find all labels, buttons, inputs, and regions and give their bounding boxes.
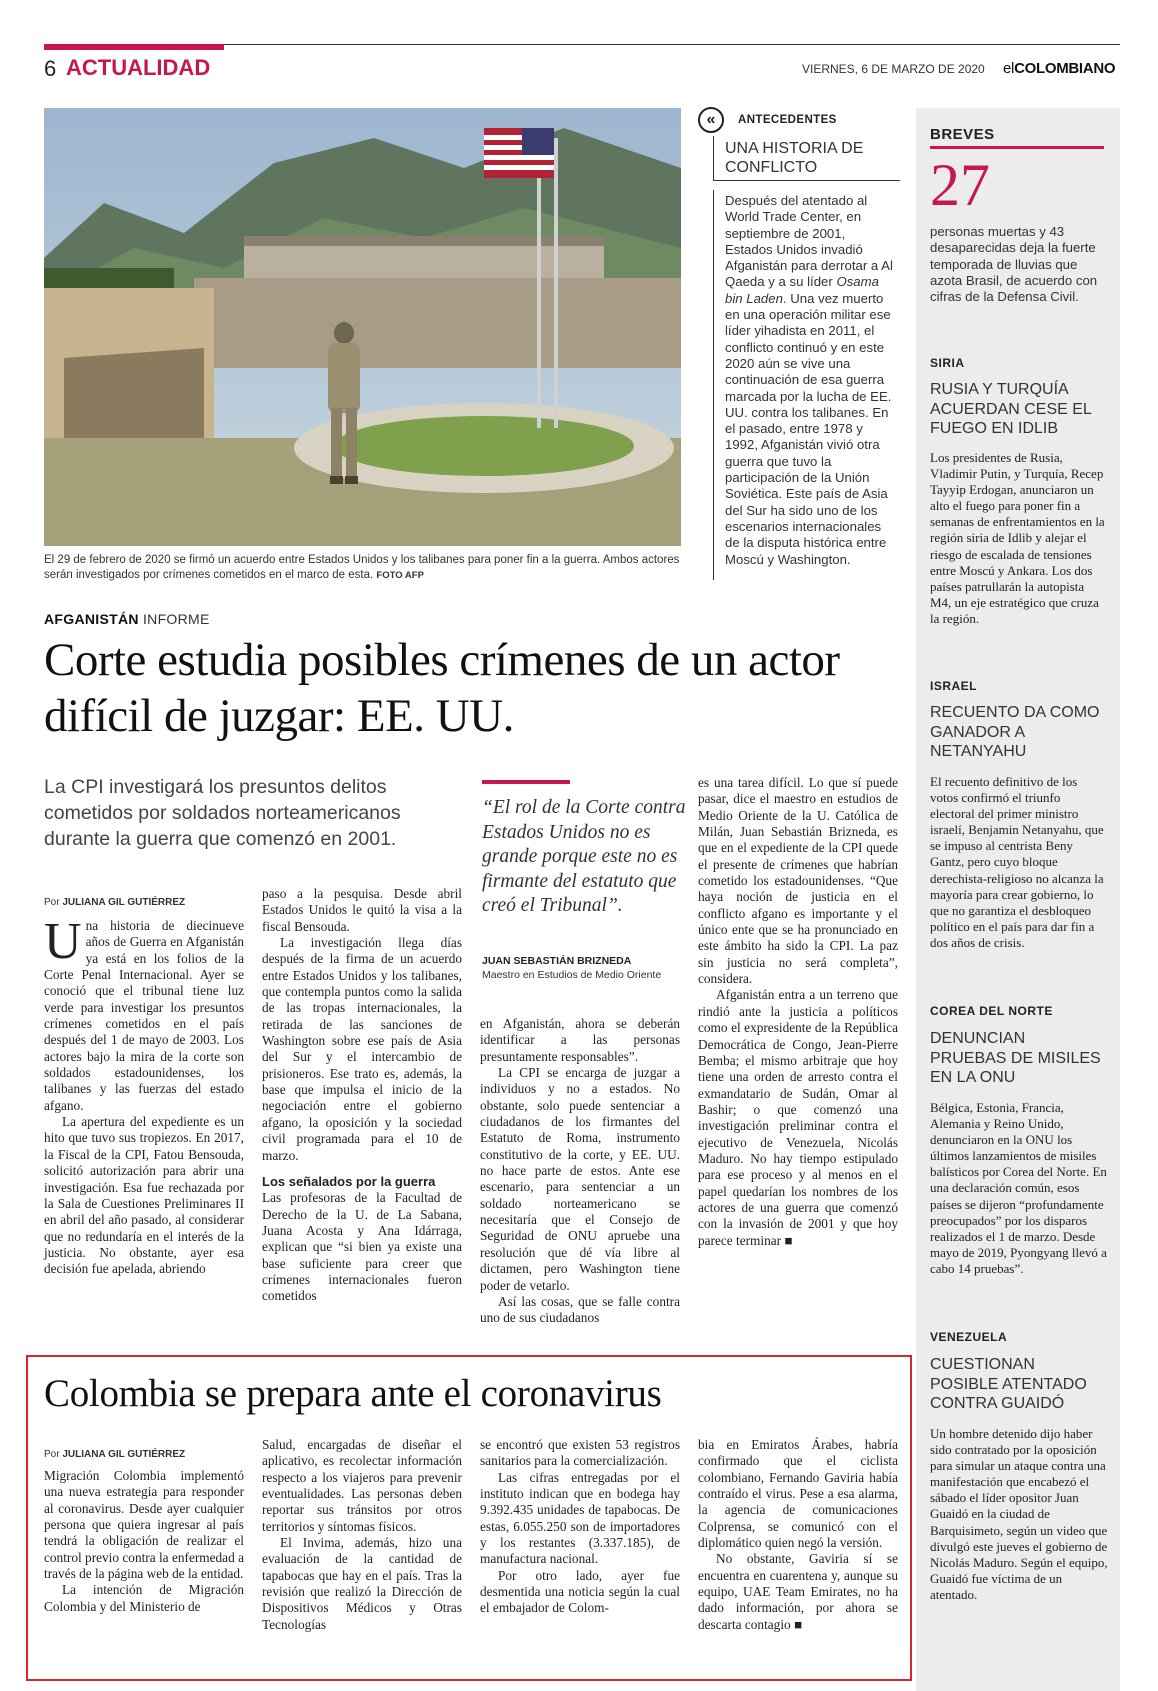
- article-deck: La CPI investigará los presuntos delitos cometidos por soldados norteamericanos durante la guerra que comenzó en 2001.: [44, 776, 401, 850]
- issue-date: VIERNES, 6 DE MARZO DE 2020: [802, 62, 985, 76]
- article-photo: [44, 108, 681, 546]
- antecedentes-title: UNA HISTORIA DE CONFLICTO: [725, 140, 864, 176]
- section-title: ACTUALIDAD: [66, 55, 211, 80]
- brief-body-siria: Los presidentes de Rusia, Vladimir Putin, y Turquía, Recep Tayyip Erdogan, anunciaron un alto el fuego para poner fin a semanas de enfrentamientos en la región siria de Idlib y alejar el riesgo de escalada de tensiones entre Moscú y Ankara. Los dos países patrullarán la autopista M4, un eje estratégico que cruza la región.: [930, 450, 1105, 626]
- brief-body-venezuela: Un hombre detenido dijo haber sido contratado por la oposición para simular un ataque contra una manifestación que encabezó el sábado el líder opositor Juan Guaidó en la ciudad de Barquisimeto, según un video que divulgó este jueves el gobierno de Nicolás Maduro. Según el equipo, Guaidó fue víctima de un atentado.: [930, 1426, 1108, 1602]
- breves-rule: [930, 146, 1104, 149]
- antecedentes-label: ANTECEDENTES: [738, 114, 837, 126]
- corona-column-1: Migración Colombia implementó una nueva estrategia para responder al coronavirus. Desde ayer cualquier persona que quiera ingresar al país tendrá la obligación de realizar el control previo contra la enfermedad a través de la página web de la entidad. La intención de Migración Colombia y del Ministerio de: [44, 1468, 244, 1614]
- newspaper-logo: elCOLOMBIANO: [1003, 60, 1116, 77]
- divider: [713, 136, 714, 181]
- brief-title-israel: RECUENTO DA COMO GANADOR A NETANYAHU: [930, 704, 1100, 760]
- photo-credit: FOTO AFP: [376, 570, 424, 581]
- brief-title-venezuela: CUESTIONAN POSIBLE ATENTADO CONTRA GUAIDÓ: [930, 1356, 1087, 1412]
- breves-label: BREVES: [930, 126, 995, 143]
- article-subhead: Los señalados por la guerra: [262, 1173, 436, 1189]
- quote-author: JUAN SEBASTIÁN BRIZNEDA: [482, 955, 632, 967]
- double-chevron-left-icon: «: [698, 107, 724, 133]
- article-column-2: paso a la pesquisa. Desde abril Estados Unidos le quitó la visa a la fiscal Bensouda. La investigación llega días después de la firma de un acuerdo entre Estados Unidos y los talibanes, que contempla puntos como la salida de las tropas internacionales, la retirada de las sanciones de Washington sobre ese país de Asia del Sur y el intercambio de prisioneros. Ese trato es, además, la base que impulsa el inicio de la negociación entre el gobierno afgano, la oposición y la sociedad civil programada para el 10 de marzo. Los señalados por la guerra Las profesoras de la Facultad de Derecho de la U. de La Sabana, Juana Acosta y Ana Idárraga, explican que “si bien ya existe una base suficiente para creer que crímenes internacionales fueron cometidos: [262, 886, 462, 1304]
- corona-column-3: se encontró que existen 53 registros sanitarios para la comercialización. Las cifras entregadas por el instituto indican que en bodega hay 9.392.435 unidades de tapabocas. De estas, 6.055.250 son de importadores y los restantes (3.337.185), de manufactura nacional. Por otro lado, ayer fue desmentida una noticia según la cual el embajador de Colom-: [480, 1437, 680, 1616]
- photo-caption: El 29 de febrero de 2020 se firmó un acuerdo entre Estados Unidos y los talibanes para poner fin a la guerra. Ambos actores serán investigados por crímenes cometidos en el marco de esta. FOTO AFP: [44, 554, 680, 581]
- corona-column-2: Salud, encargadas de diseñar el aplicativo, es recolectar información respecto a los viajeros para prevenir eventualidades. Las personas deben reportar sus tránsitos por otros territorios y síntomas físicos. El Invima, además, hizo una evaluación de la cantidad de tapabocas que hay en el país. Tras la revisión que realizó la Dirección de Dispositivos Médicos y Otras Tecnologías: [262, 1437, 462, 1632]
- quote-author-role: Maestro en Estudios de Medio Oriente: [482, 969, 662, 981]
- article-column-1: Una historia de diecinueve años de Guerra en Afganistán ya está en los folios de la Corte Penal Internacional. Ayer se conoció que el tribunal tiene luz verde para investigar los presuntos crímenes cometidos en el país después del 1 de mayo de 2003. Los actores bajo la mira de la corte son soldados estadounidenses, los talibanes y las fuerzas del estado afgano. La apertura del expediente es un hito que tuvo sus tropiezos. En 2017, la Fiscal de la CPI, Fatou Bensouda, solicitó autorización para abrir una investigación. Esa fue rechazada por la Sala de Cuestiones Preliminares II en abril del año pasado, al considerar que no redundaría en el interés de la justicia. No obstante, ayer esa decisión fue apelada, abriendo: [44, 913, 244, 1277]
- corona-headline: Colombia se prepara ante el coronavirus: [44, 1372, 662, 1415]
- brief-label-venezuela: VENEZUELA: [930, 1330, 1008, 1344]
- corona-byline: Por JULIANA GIL GUTIÉRREZ: [44, 1449, 186, 1460]
- breves-number-text: personas muertas y 43 desaparecidas deja la fuerte temporada de lluvias que azota Brasil, de acuerdo con cifras de la Defensa Civil.: [930, 224, 1098, 305]
- brief-body-corea: Bélgica, Estonia, Francia, Alemania y Reino Unido, denunciaron en la ONU los últimos lanzamientos de misiles balísticos por Corea del Norte. En una declaración común, esos países se dijeron “profundamente preocupados” por los disparos realizados el 1 de marzo. Desde mayo de 2019, Pyongyang llevó a cabo 14 pruebas”.: [930, 1100, 1107, 1276]
- brief-title-corea: DENUNCIAN PRUEBAS DE MISILES EN LA ONU: [930, 1030, 1101, 1086]
- page-number: 6: [44, 56, 57, 81]
- brief-title-siria: RUSIA Y TURQUÍA ACUERDAN CESE EL FUEGO EN IDLIB: [930, 381, 1092, 437]
- quote-accent-bar: [482, 780, 570, 784]
- divider: [713, 180, 900, 181]
- antecedentes-body: Después del atentado al World Trade Center, en septiembre de 2001, Estados Unidos invadió Afganistán para derrotar a Al Qaeda y a su líder Osama bin Laden. Una vez muerto en una operación militar ese líder yihadista en 2011, el conflicto continuó y en este 2020 aún se vive una continuación de esa guerra marcada por la lucha de EE. UU. contra los talibanes. En el pasado, entre 1978 y 1992, Afganistán vivió otra guerra que tuvo la participación de la Unión Soviética. Este país de Asia del Sur ha sido uno de los escenarios internacionales de la disputa histórica entre Moscú y Washington.: [725, 193, 893, 567]
- article-headline: Corte estudia posibles crímenes de un actor difícil de juzgar: EE. UU.: [44, 634, 840, 742]
- brief-body-israel: El recuento definitivo de los votos confirmó el triunfo electoral del primer ministro israelí, Benjamin Netanyahu, que se impuso al centrista Beny Gantz, pero cuyo bloque derechista-religioso no alcanza la mayoría para crear gobierno, lo que no garantiza el desbloqueo político en el país para dar fin a dos años de crisis.: [930, 774, 1104, 950]
- dropcap: U: [44, 913, 82, 970]
- article-column-3: en Afganistán, ahora se deberán identificar a las personas presuntamente responsables”. La CPI se encarga de juzgar a individuos y no a estados. No obstante, solo puede sentenciar a ciudadanos de los firmantes del Estatuto de Roma, instrumento constitutivo de la corte, y EE. UU. no hace parte de estos. Ante ese escenario, para sentenciar a un soldado norteamericano se necesitaría que el Consejo de Seguridad de ONU apruebe una resolución que dé vía libre al dictamen, pero Washington tiene poder de vetarlo. Así las cosas, que se falle contra uno de sus ciudadanos: [480, 1016, 680, 1326]
- article-kicker: AFGANISTÁN INFORME: [44, 611, 210, 627]
- corona-column-4: bia en Emiratos Árabes, habría confirmado que el ciclista colombiano, Fernando Gaviria había contraído el virus. Pese a esa alarma, la agencia de comunicaciones Colprensa, se comunicó con el diplomático quien negó la versión. No obstante, Gaviria sí se encuentra en cuarentena y, aunque su equipo, UAE Team Emirates, no ha dado información, por ahora se descarta contagio ■: [698, 1437, 898, 1632]
- brief-label-corea: COREA DEL NORTE: [930, 1004, 1053, 1018]
- article-column-4: es una tarea difícil. Lo que sí puede pasar, dice el maestro en estudios de Medio Oriente de la U. Católica de Milán, Juan Sebastián Brizneda, es que en el expediente de la CPI quede el presente de crímenes que habrían cometido los estadounidenses. “Que haya noción de justicia en el conflicto afgano es importante y el único ente que se ha pronunciado en este ámbito ha sido la CPI. La paz sin justicia no será completa”, considera. Afganistán entra a un terreno que rindió ante la justicia a políticos como el expresidente de la República Democrática de Congo, Jean-Pierre Bemba; el mismo arbitraje que hoy tiene una orden de arresto contra el exmandatario de Sudán, Omar al Bashir; o que comenzó una investigación preliminar contra el ejecutivo de Venezuela, Nicolás Maduro. No hay tiempo estipulado para ese proceso y al menos en el papel quedarían los nombres de los actores de una guerra que comenzó con la invasión de 2001 y que hoy parece terminar ■: [698, 775, 898, 1248]
- breves-number: 27: [930, 152, 990, 218]
- divider: [713, 190, 714, 580]
- article-byline: Por JULIANA GIL GUTIÉRREZ: [44, 897, 186, 908]
- section-accent-bar: [44, 44, 224, 50]
- pull-quote: “El rol de la Corte contra Estados Unidos no es grande porque este no es firmante del estatuto que creó el Tribunal”.: [482, 797, 686, 916]
- brief-label-siria: SIRIA: [930, 356, 965, 370]
- brief-label-israel: ISRAEL: [930, 679, 978, 693]
